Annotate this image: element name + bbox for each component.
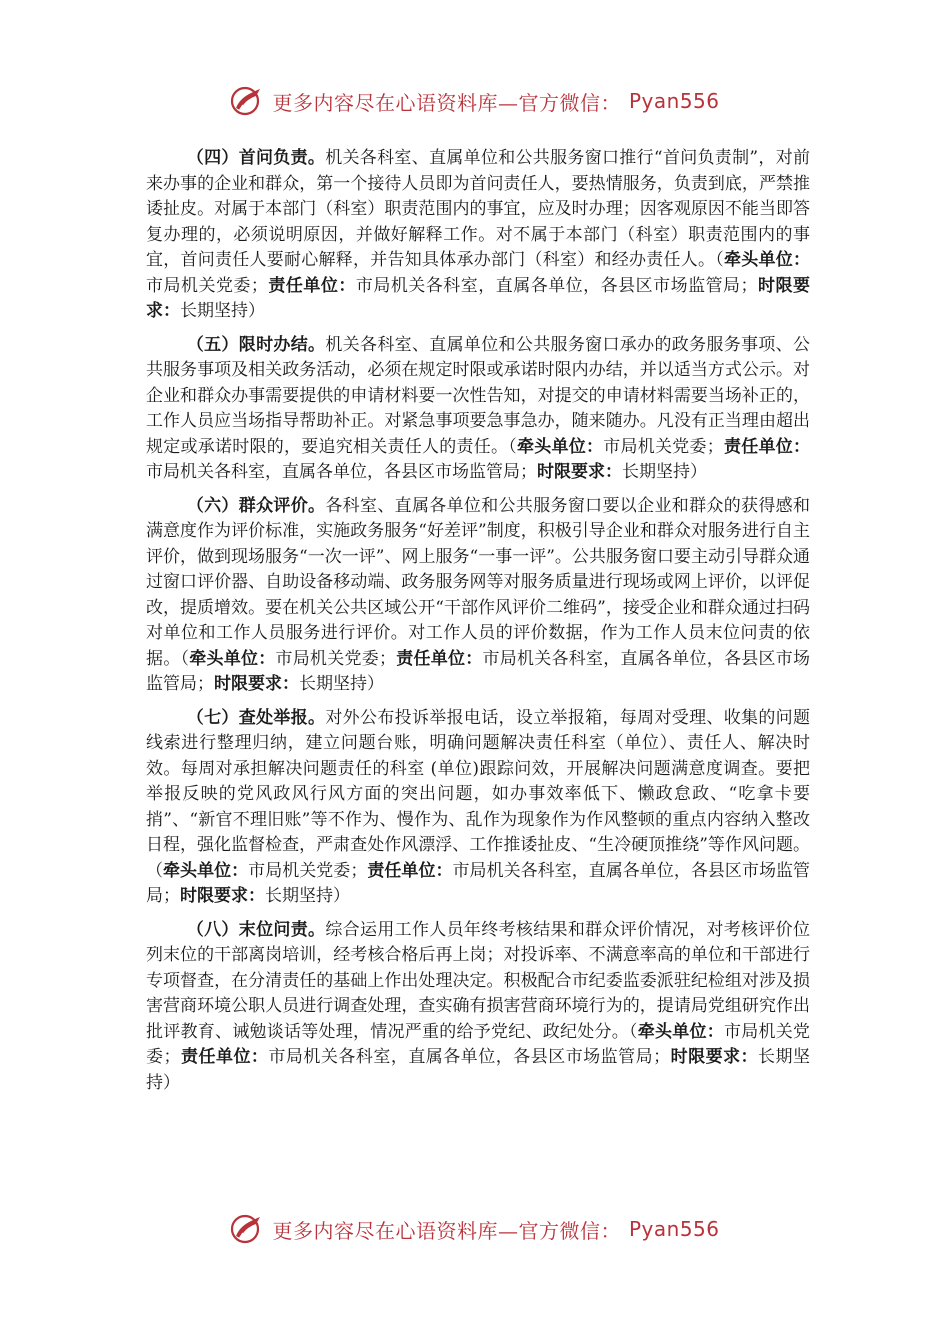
time-value: 长期坚持） — [299, 674, 384, 694]
lead-value: 市局机关党委； — [146, 1021, 810, 1067]
lead-label: 牵头单位： — [189, 648, 276, 669]
time-label: 时限要求： — [146, 275, 811, 321]
time-label: 时限要求： — [180, 886, 265, 906]
section-4 — [146, 146, 810, 325]
header-banner-text: 更多内容尽在心语资料库—官方微信： — [272, 90, 621, 115]
lead-label: 牵头单位： — [724, 250, 810, 270]
footer-banner-brand-id: Pyan556 — [628, 1217, 720, 1241]
time-label: 时限要求： — [537, 462, 622, 482]
lead-label: 牵头单位： — [163, 860, 249, 881]
time-label: 时限要求： — [670, 1047, 759, 1067]
section-body: 机关各科室、直属单位和公共服务窗口承办的政务服务事项、公共服务事项及相关政务活动，必须在规定时限或承诺时限内办结，并以适当方式公示。对企业和群众办事需要提供的申请材料要一次性告知，对提交的申请材料需要当场补正的，工作人员应当场指导帮助补正。对紧急事项要急事急办，随来随办。凡没有正当理由超出规定或承诺时限的，要追究相关责任人的责任。（ — [146, 334, 811, 457]
lead-value: 市局机关党委； — [248, 860, 368, 881]
resp-label: 责任单位： — [180, 1047, 269, 1067]
time-value: 长期坚持） — [146, 1047, 811, 1093]
section-8 — [146, 918, 810, 1097]
resp-label: 责任单位： — [723, 436, 810, 457]
resp-value: 市局机关各科室，直属各单位，各县区市场监管局； — [146, 648, 810, 694]
section-body: 综合运用工作人员年终考核结果和群众评价情况，对考核评价位列末位的干部离岗培训，经考核合格后再上岗；对投诉率、不满意率高的单位和干部进行专项督查，在分清责任的基础上作出处理决定。积极配合市纪委监委派驻纪检组对涉及损害营商环境公职人员进行调查处理，查实确有损害营商环境行为的，提请局党组研究作出批评教育、诫勉谈话等处理，情况严重的给予党纪、政纪处分。（ — [146, 919, 811, 1042]
lead-value: 市局机关党委； — [603, 436, 724, 457]
pen-logo-icon — [230, 1212, 264, 1246]
resp-label: 责任单位： — [267, 275, 356, 296]
pen-logo-icon — [230, 84, 264, 118]
section-5 — [146, 333, 810, 486]
time-label: 时限要求： — [214, 674, 299, 694]
document-body — [146, 146, 810, 1104]
section-body: 机关各科室、直属单位和公共服务窗口推行“首问负责制”，对前来办事的企业和群众，第一个接待人员即为首问责任人，要热情服务，负责到底，严禁推诿扯皮。对属于本部门（科室）职责范围内的事宜，应及时办理；因客观原因不能当即答复办理的，必须说明原因，并做好解释工作。对不属于本部门（科室）职责范围内的事宜，首问责任人要耐心解释，并告知具体承办部门（科室）和经办责任人。（ — [146, 148, 810, 270]
resp-value: 市局机关各科室，直属各单位，各县区市场监管局； — [146, 462, 537, 482]
section-7 — [146, 706, 810, 910]
lead-value: 市局机关党委； — [146, 275, 268, 296]
resp-label: 责任单位： — [396, 648, 483, 669]
resp-label: 责任单位： — [367, 860, 453, 881]
section-heading: （八）末位问责。 — [186, 919, 326, 940]
resp-value: 市局机关各科室，直属各单位，各县区市场监管局； — [355, 275, 758, 296]
footer-banner — [0, 1212, 950, 1246]
section-heading: （七）查处举报。 — [186, 707, 326, 728]
lead-value: 市局机关党委； — [275, 648, 396, 669]
time-value: 长期坚持） — [265, 886, 350, 906]
section-body: 各科室、直属各单位和公共服务窗口要以企业和群众的获得感和满意度作为评价标准，实施政务服务“好差评”制度，积极引导企业和群众对服务进行自主评价，做到现场服务“一次一评”、网上服务“一事一评”。公共服务窗口要主动引导群众通过窗口评价器、自助设备移动端、政务服务网等对服务质量进行现场或网上评价，以评促改，提质增效。要在机关公共区域公开“干部作风评价二维码”，接受企业和群众通过扫码对单位和工作人员服务进行评价。对工作人员的评价数据，作为工作人员末位问责的依据。（ — [146, 495, 811, 669]
footer-banner-text: 更多内容尽在心语资料库—官方微信： — [272, 1218, 621, 1243]
lead-label: 牵头单位： — [637, 1021, 724, 1042]
section-heading: （五）限时办结。 — [186, 334, 326, 355]
header-banner — [0, 84, 950, 118]
time-value: 长期坚持） — [622, 462, 707, 482]
section-body: 对外公布投诉举报电话，设立举报箱，每周对受理、收集的问题线索进行整理归纳，建立问题台账，明确问题解决责任科室（单位）、责任人、解决时效。每周对承担解决问题责任的科室 (单位)跟踪问效，开展解决问题满意度调查。要把举报反映的党风政风行风方面的突出问题，如办事效率低下、懒政怠政、“吃拿卡要捎”、“新官不理旧账”等不作为、慢作为、乱作为现象作为作风整顿的重点内容纳入整改日程，强化监督检查，严肃查处作风漂浮、工作推诿扯皮、“生冷硬顶推绕”等作风问题。（ — [146, 707, 811, 881]
time-value: 长期坚持） — [180, 301, 265, 321]
resp-value: 市局机关各科室，直属各单位，各县区市场监管局； — [268, 1047, 671, 1067]
section-heading: （六）群众评价。 — [186, 495, 326, 516]
section-6 — [146, 494, 810, 698]
header-banner-brand-id: Pyan556 — [628, 89, 720, 113]
section-heading: （四）首问负责。 — [186, 148, 326, 168]
lead-label: 牵头单位： — [517, 436, 604, 457]
resp-value: 市局机关各科室，直属各单位，各县区市场监管局； — [146, 860, 811, 906]
